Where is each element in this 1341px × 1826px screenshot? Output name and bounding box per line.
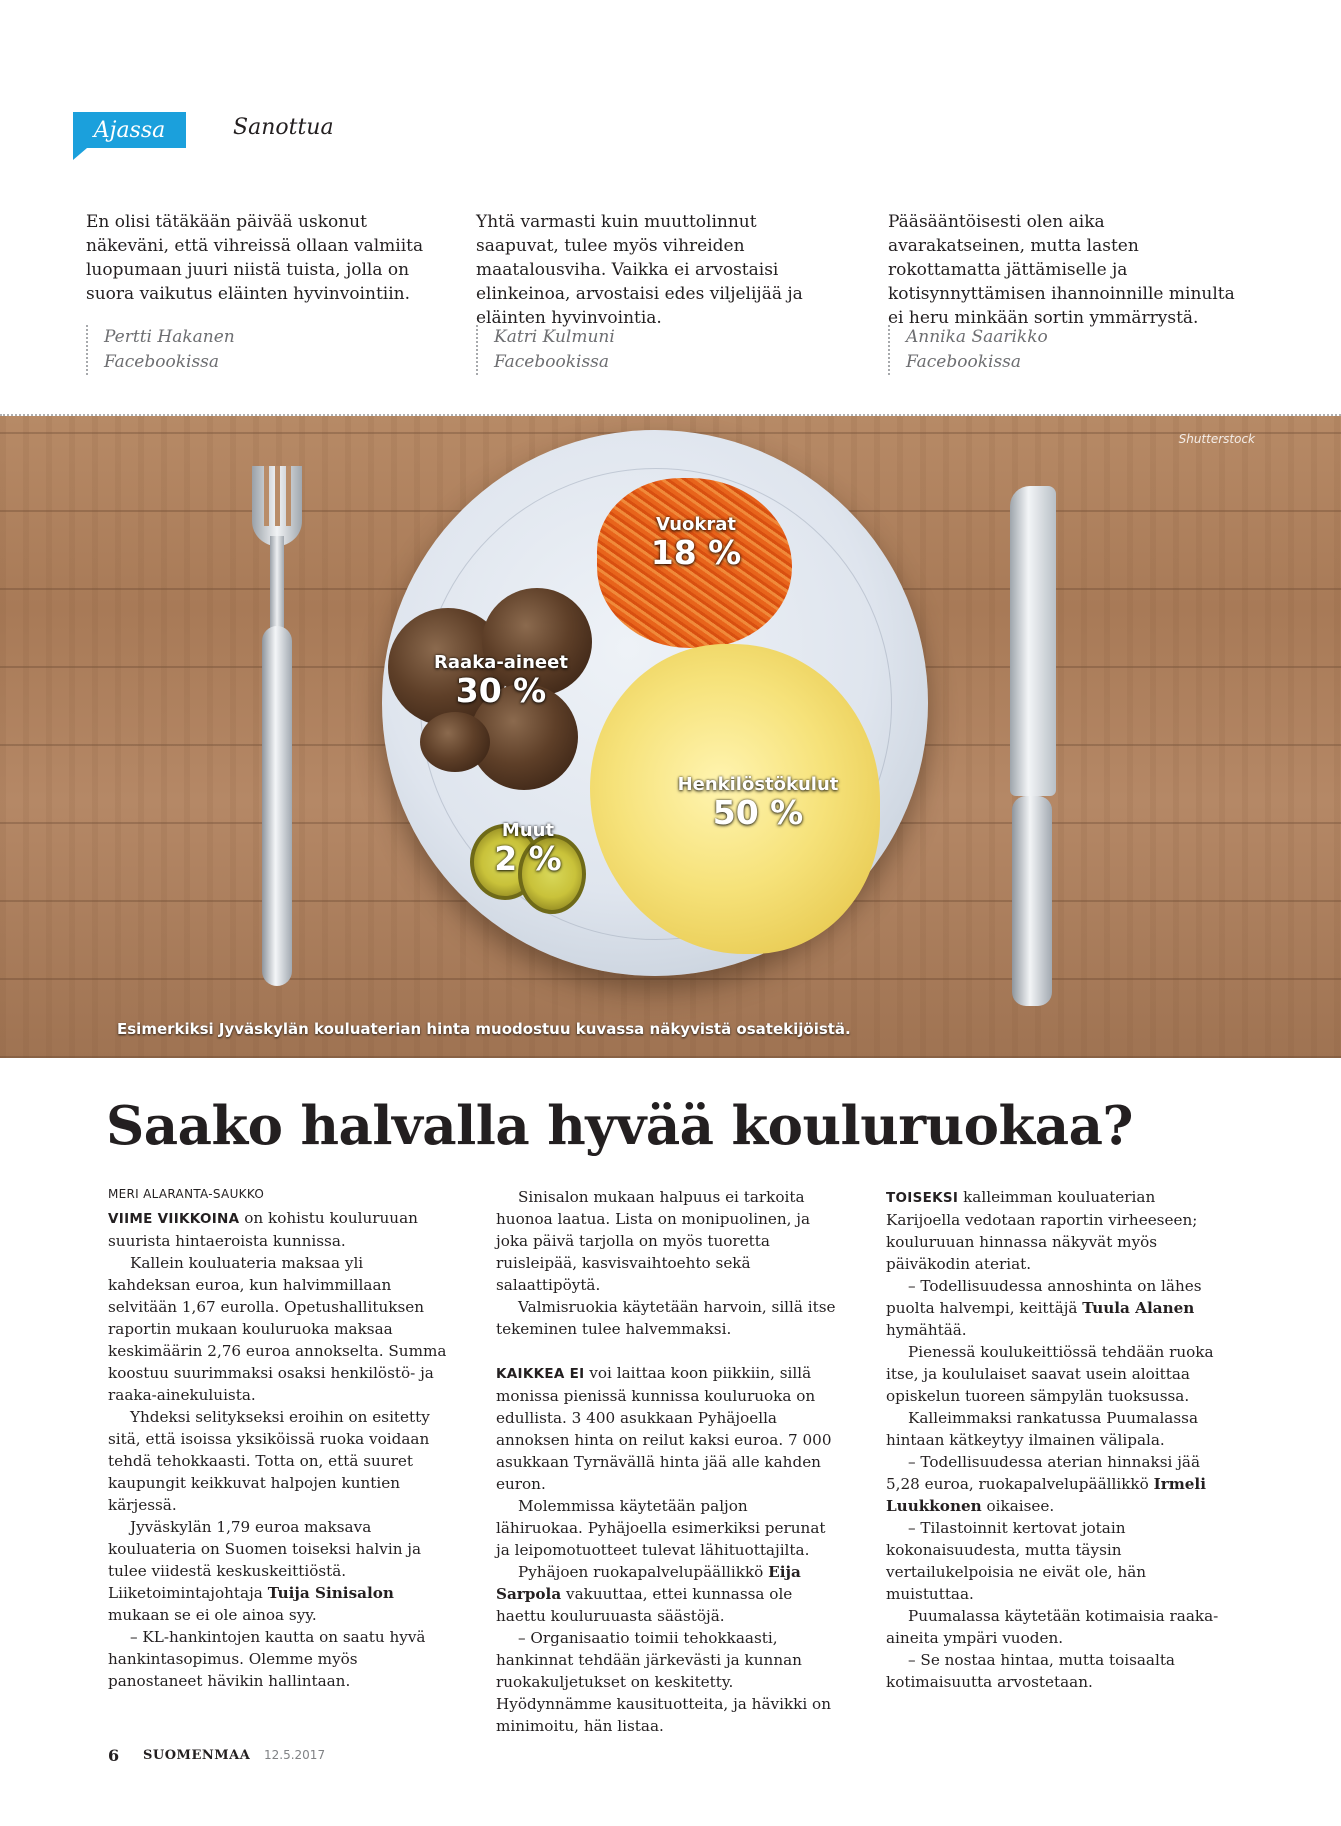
subsection-title: Sanottua — [233, 115, 334, 140]
quote-1-author: Pertti Hakanen — [104, 327, 235, 347]
paragraph: Yhdeksi selitykseksi eroihin on esitetty sitä, että isoissa yksiköissä ruoka voidaan tehdä tehokkaasti. Totta on, että suuret kaupungit keikkuvat halpojen kuntien kärjessä. — [108, 1408, 430, 1514]
fork-tine-gap — [264, 466, 269, 526]
label-henkilostokulut-percent: 50 % — [712, 793, 804, 832]
label-muut — [488, 820, 568, 877]
quote-2-text: Yhtä varmasti kuin muuttolinnut saapuvat, tulee myös vihreiden maatalousviha. Vaikka ei arvostaisi elinkeinoa, arvostaisi edes viljelijää ja eläinten hyvinvointia. — [476, 212, 803, 328]
quote-1-source: Facebookissa — [104, 352, 220, 372]
paragraph — [886, 1275, 1226, 1341]
paragraph-text: Pyhäjoen ruokapalvelupäällikkö — [518, 1563, 769, 1581]
paragraph: Kallein kouluateria maksaa yli kahdeksan euroa, kun halvimmillaan selvitään 1,67 eurolla. Opetushallituksen raportin mukaan kouluruoka maksaa keskimäärin 2,76 euroa annokselta. Summa koostuu suurimmaksi osaksi henkilöstö- ja raaka-ainekuluista. — [108, 1254, 447, 1404]
article-column-1 — [108, 1207, 448, 1692]
paragraph — [108, 1516, 448, 1626]
paragraph: – Organisaatio toimii tehokkaasti, hankinnat tehdään järkevästi ja kunnan ruokakuljetukset on keskitetty. Hyödynnämme kausituotteita, ja hävikki on minimoitu, hän listaa. — [496, 1629, 831, 1735]
paragraph: – Se nostaa hintaa, mutta toisaalta kotimaisuutta arvostetaan. — [886, 1651, 1175, 1691]
paragraph: Molemmissa käytetään paljon lähiruokaa. Pyhäjoella esimerkiksi perunat ja leipomotuotteet tulevat lähituottajilta. — [496, 1497, 826, 1559]
paragraph: – Tilastoinnit kertovat jotain kokonaisuudesta, mutta täysin vertailukelpoisia ne eivät ole, hän muistuttaa. — [886, 1519, 1147, 1603]
quote-1-attribution — [86, 325, 235, 375]
fork-tine-gap — [286, 466, 291, 526]
section-tag-tail — [73, 148, 87, 160]
paragraph-text: on kohistu kouluruuan suurista hintaeroista kunnissa. — [108, 1209, 418, 1250]
paragraph — [496, 1362, 836, 1495]
photo-caption: Esimerkiksi Jyväskylän kouluaterian hinta muodostuu kuvassa näkyvistä osatekijöistä. — [117, 1020, 851, 1038]
article-byline: MERI ALARANTA-SAUKKO — [108, 1187, 265, 1201]
paragraph-text: – Todellisuudessa annoshinta on lähes puolta halvempi, keittäjä — [886, 1277, 1202, 1317]
quote-2-source: Facebookissa — [494, 352, 610, 372]
quote-3-attribution — [888, 325, 1048, 375]
paragraph: Puumalassa käytetään kotimaisia raaka-aineita ympäri vuoden. — [886, 1607, 1219, 1647]
page-number: 6 — [108, 1746, 120, 1765]
quote-3-author: Annika Saarikko — [906, 327, 1048, 347]
paragraph — [886, 1451, 1226, 1517]
quote-2-author: Katri Kulmuni — [494, 327, 615, 347]
paragraph-text: Jyväskylän 1,79 euroa maksava kouluateria on Suomen toiseksi halvin ja tulee viidestä keskuskeittiöstä. Liiketoimintajohtaja — [108, 1518, 422, 1602]
photo-plate-illustration — [0, 416, 1341, 1058]
meatball — [420, 712, 490, 772]
quote-1-text: En olisi tätäkään päivää uskonut näkeväni, että vihreissä ollaan valmiita luopumaan juuri niistä tuista, jolla on suora vaikutus eläinten hyvinvointiin. — [86, 212, 424, 304]
paragraph-text: mukaan se ei ole ainoa syy. — [108, 1606, 317, 1624]
fork-handle — [262, 626, 292, 986]
paragraph-text: hymähtää. — [886, 1321, 967, 1339]
fork-tine-gap — [275, 466, 280, 526]
paragraph: Valmisruokia käytetään harvoin, sillä itse tekeminen tulee halvemmaksi. — [496, 1298, 836, 1338]
article-column-3 — [886, 1186, 1226, 1693]
person-name: Irmeli Luukkonen — [886, 1475, 1206, 1515]
label-henkilostokulut — [668, 774, 848, 831]
photo-credit: Shutterstock — [1178, 432, 1255, 446]
fork-neck — [270, 536, 284, 636]
person-name: Tuula Alanen — [1082, 1299, 1195, 1317]
label-raaka-aineet-percent: 30 % — [455, 671, 547, 710]
knife-handle — [1012, 796, 1052, 1006]
paragraph — [108, 1207, 448, 1252]
lead-in: VIIME VIIKKOINA — [108, 1211, 240, 1227]
paragraph-text: vakuuttaa, ettei kunnassa ole haettu kouluruuasta säästöjä. — [496, 1585, 793, 1625]
paragraph: Kalleimmaksi rankatussa Puumalassa hintaan kätkeytyy ilmainen välipala. — [886, 1409, 1199, 1449]
quote-2-attribution — [476, 325, 615, 375]
quote-3-source: Facebookissa — [906, 352, 1022, 372]
label-raaka-aineet — [426, 652, 576, 709]
label-raaka-aineet-text: Raaka-aineet — [434, 652, 568, 673]
paragraph: – KL-hankintojen kautta on saatu hyvä hankintasopimus. Olemme myös panostaneet hävikin hallintaan. — [108, 1628, 426, 1690]
label-vuokrat-text: Vuokrat — [655, 514, 737, 535]
paragraph: Pienessä koulukeittiössä tehdään ruoka itse, ja koululaiset saavat usein aloittaa opiskelun tuoreen sämpylän tuoksussa. — [886, 1343, 1214, 1405]
article-headline: Saako halvalla hyvää kouluruokaa? — [106, 1095, 1133, 1157]
label-vuokrat-percent: 18 % — [650, 533, 742, 572]
paragraph-text: kalleimman kouluaterian Karijoella vedotaan raportin virheeseen; kouluruuan hinnassa näkyvät myös päiväkodin ateriat. — [886, 1188, 1198, 1273]
label-vuokrat — [634, 514, 758, 571]
paragraph-text: voi laittaa koon piikkiin, sillä monissa pienissä kunnissa kouluruoka on edullista. 3 400 asukkaan Pyhäjoella annoksen hinta on reilut kaksi euroa. 7 000 asukkaan Tyrnävällä hinta jää alle kahden euron. — [496, 1364, 832, 1493]
person-name: Tuija Sinisalon — [267, 1584, 394, 1602]
lead-in: TOISEKSI — [886, 1190, 959, 1206]
paragraph-text: oikaisee. — [981, 1497, 1055, 1515]
knife-icon — [1010, 486, 1056, 796]
publication-name: SUOMENMAA — [143, 1748, 251, 1763]
paragraph — [496, 1561, 836, 1627]
label-muut-percent: 2 % — [494, 839, 562, 878]
publication-date: 12.5.2017 — [264, 1748, 326, 1762]
article-column-2 — [496, 1186, 836, 1737]
section-tag: Ajassa — [73, 112, 186, 148]
label-henkilostokulut-text: Henkilöstökulut — [677, 774, 839, 795]
paragraph-text: – Todellisuudessa aterian hinnaksi jää 5,28 euroa, ruokapalvelupäällikkö — [886, 1453, 1201, 1493]
lead-in: KAIKKEA EI — [496, 1366, 585, 1382]
paragraph: Sinisalon mukaan halpuus ei tarkoita huonoa laatua. Lista on monipuolinen, ja joka päivä tarjolla on myös tuoretta ruisleipää, kasvisvaihtoehto sekä salaattipöytä. — [496, 1188, 811, 1294]
person-name: Eija Sarpola — [496, 1563, 801, 1603]
quote-3-text: Pääsääntöisesti olen aika avarakatseinen, mutta lasten rokottamatta jättämiselle ja kotisynnyttämisen ihannoinnille minulta ei heru minkään sortin ymmärrystä. — [888, 212, 1235, 328]
paragraph — [886, 1186, 1226, 1275]
label-muut-text: Muut — [501, 820, 555, 841]
